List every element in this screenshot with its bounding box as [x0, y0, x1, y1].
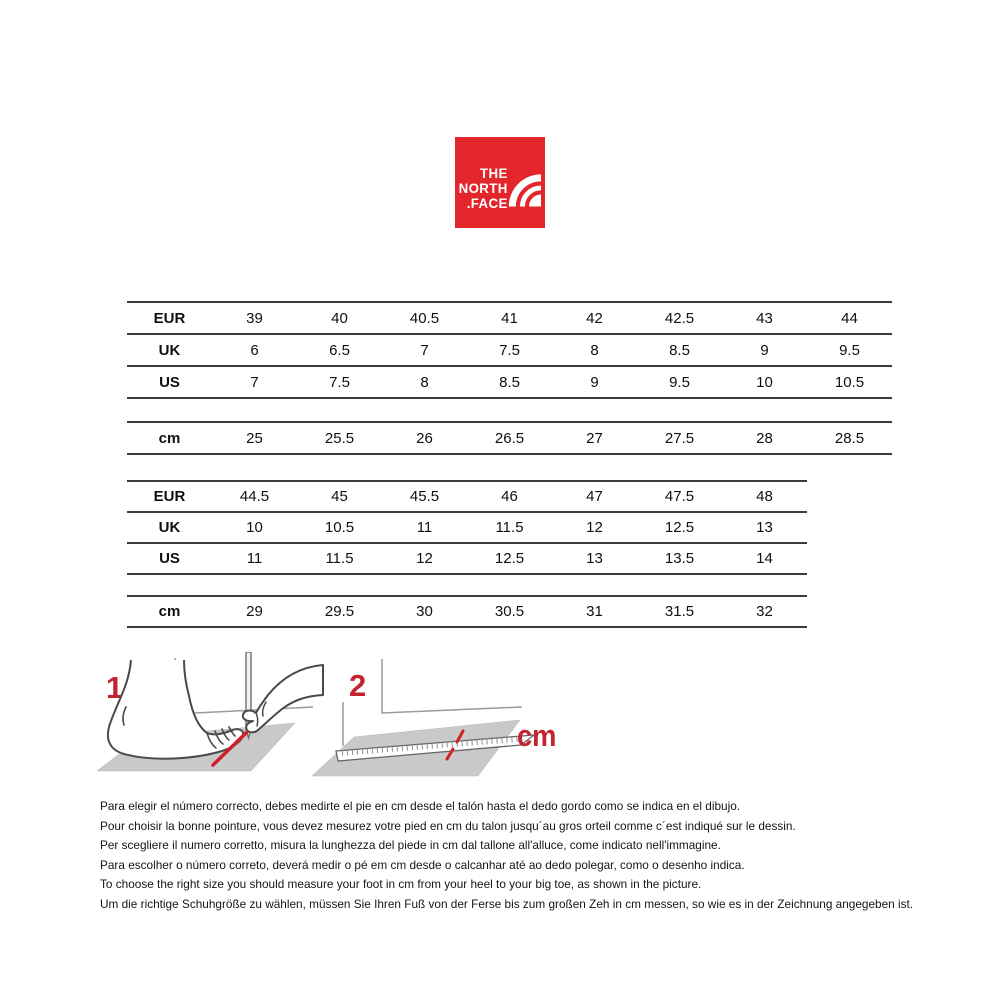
row-label: UK — [158, 519, 181, 536]
size-cell: 7.5 — [329, 373, 350, 391]
cm-unit-label: cm — [517, 718, 557, 753]
cm-table-1 — [127, 421, 892, 455]
size-cell: 12 — [586, 519, 603, 536]
size-cell: 30.5 — [494, 603, 525, 620]
size-cell: 8 — [420, 373, 429, 391]
size-cell: 32 — [756, 603, 773, 620]
size-cell: 9 — [760, 341, 769, 359]
size-cell: 28.5 — [834, 429, 865, 447]
size-cell: 10 — [756, 373, 773, 391]
logo-wordmark — [459, 166, 508, 211]
size-cell: 44 — [841, 309, 858, 327]
size-cell: 7.5 — [499, 341, 520, 359]
size-cell: 9.5 — [669, 373, 690, 391]
size-cell: 13 — [756, 519, 773, 536]
size-cell: 12.5 — [494, 550, 525, 567]
instruction-it: Per scegliere il numero corretto, misura la lunghezza del piede in cm dal tallone all'alluce, come indicato nell'immagine. — [100, 838, 721, 852]
row-label: cm — [158, 603, 181, 620]
size-row-us — [127, 367, 892, 399]
size-cell: 11.5 — [495, 519, 524, 536]
row-label: UK — [158, 341, 181, 359]
size-cell: 30 — [416, 603, 433, 620]
row-label: EUR — [153, 488, 186, 505]
instruction-pt: Para escolher o número correto, deverá medir o pé em cm desde o calcanhar até ao dedo polegar, como o desenho indica. — [100, 857, 745, 872]
size-cell: 45 — [331, 488, 348, 505]
size-cell: 11.5 — [325, 550, 354, 567]
size-cell: 7 — [420, 341, 429, 359]
size-cell: 42 — [586, 309, 603, 327]
size-row-cm — [127, 423, 892, 455]
size-cell: 31.5 — [664, 603, 695, 620]
instruction-de: Um die richtige Schuhgröße zu wählen, müssen Sie Ihren Fuß von der Ferse bis zum großen Zeh in cm messen, so wie es in der Zeichnung angegeben ist. — [100, 896, 914, 911]
size-cell: 26 — [416, 429, 433, 447]
size-cell: 8.5 — [669, 341, 690, 359]
size-row-uk — [127, 335, 892, 367]
cm-table-2 — [127, 595, 807, 628]
size-cell: 6.5 — [329, 341, 350, 359]
foot-measure-illustration — [95, 652, 330, 782]
size-cell: 10.5 — [324, 519, 355, 536]
size-cell: 13 — [586, 550, 603, 567]
size-cell: 39 — [246, 309, 263, 327]
size-row-eur — [127, 482, 807, 513]
size-cell: 27.5 — [664, 429, 695, 447]
size-cell: 10.5 — [834, 373, 865, 391]
size-cell: 47 — [586, 488, 603, 505]
size-cell: 9 — [590, 373, 599, 391]
size-row-eur — [127, 303, 892, 335]
size-cell: 12.5 — [664, 519, 695, 536]
size-cell: 31 — [586, 603, 603, 620]
size-cell: 40 — [331, 309, 348, 327]
size-cell: 10 — [246, 519, 263, 536]
logo-line-north: NORTH — [458, 180, 508, 196]
size-cell: 45.5 — [409, 488, 440, 505]
size-cell: 8 — [590, 341, 599, 359]
size-cell: 6 — [250, 341, 259, 359]
row-label: US — [159, 550, 180, 567]
size-cell: 29.5 — [324, 603, 355, 620]
size-cell: 11 — [246, 550, 263, 567]
instruction-fr: Pour choisir la bonne pointure, vous devez mesurez votre pied en cm du talon jusqu´au gros orteil comme c´est indiqué sur le dessin. — [100, 818, 796, 833]
size-cell: 43 — [756, 309, 773, 327]
size-cell: 28 — [756, 429, 773, 447]
size-cell: 44.5 — [239, 488, 270, 505]
row-label: EUR — [153, 309, 186, 327]
size-cell: 48 — [756, 488, 773, 505]
row-label: US — [159, 373, 180, 391]
north-face-logo — [455, 137, 545, 228]
size-cell: 42.5 — [664, 309, 695, 327]
size-cell: 27 — [586, 429, 603, 447]
size-cell: 41 — [501, 309, 518, 327]
size-table-1 — [127, 301, 892, 399]
step-1-number: 1 — [106, 670, 124, 705]
size-cell: 25 — [246, 429, 263, 447]
size-cell: 11 — [416, 519, 433, 536]
size-table-2 — [127, 480, 807, 575]
step-2-number: 2 — [349, 668, 367, 703]
size-cell: 29 — [246, 603, 263, 620]
size-row-us — [127, 544, 807, 575]
logo-line-face: .FACE — [466, 195, 508, 211]
half-dome-icon — [508, 170, 541, 210]
size-cell: 7 — [250, 373, 259, 391]
size-cell: 14 — [756, 550, 773, 567]
logo-line-the: THE — [480, 165, 508, 181]
size-cell: 40.5 — [409, 309, 440, 327]
size-cell: 46 — [501, 488, 518, 505]
size-row-uk — [127, 513, 807, 544]
size-cell: 47.5 — [664, 488, 695, 505]
instruction-es: Para elegir el número correcto, debes medirte el pie en cm desde el talón hasta el dedo gordo como se indica en el dibujo. — [100, 799, 741, 813]
size-cell: 9.5 — [839, 341, 860, 359]
size-cell: 25.5 — [324, 429, 355, 447]
row-label: cm — [158, 429, 181, 447]
size-cell: 26.5 — [494, 429, 525, 447]
size-cell: 8.5 — [499, 373, 520, 391]
instructions-block — [100, 797, 930, 914]
size-cell: 13.5 — [664, 550, 695, 567]
instruction-en: To choose the right size you should measure your foot in cm from your heel to your big toe, as shown in the picture. — [100, 877, 702, 891]
size-cell: 12 — [416, 550, 433, 567]
ruler-measure-illustration — [308, 650, 608, 782]
size-row-cm — [127, 597, 807, 628]
